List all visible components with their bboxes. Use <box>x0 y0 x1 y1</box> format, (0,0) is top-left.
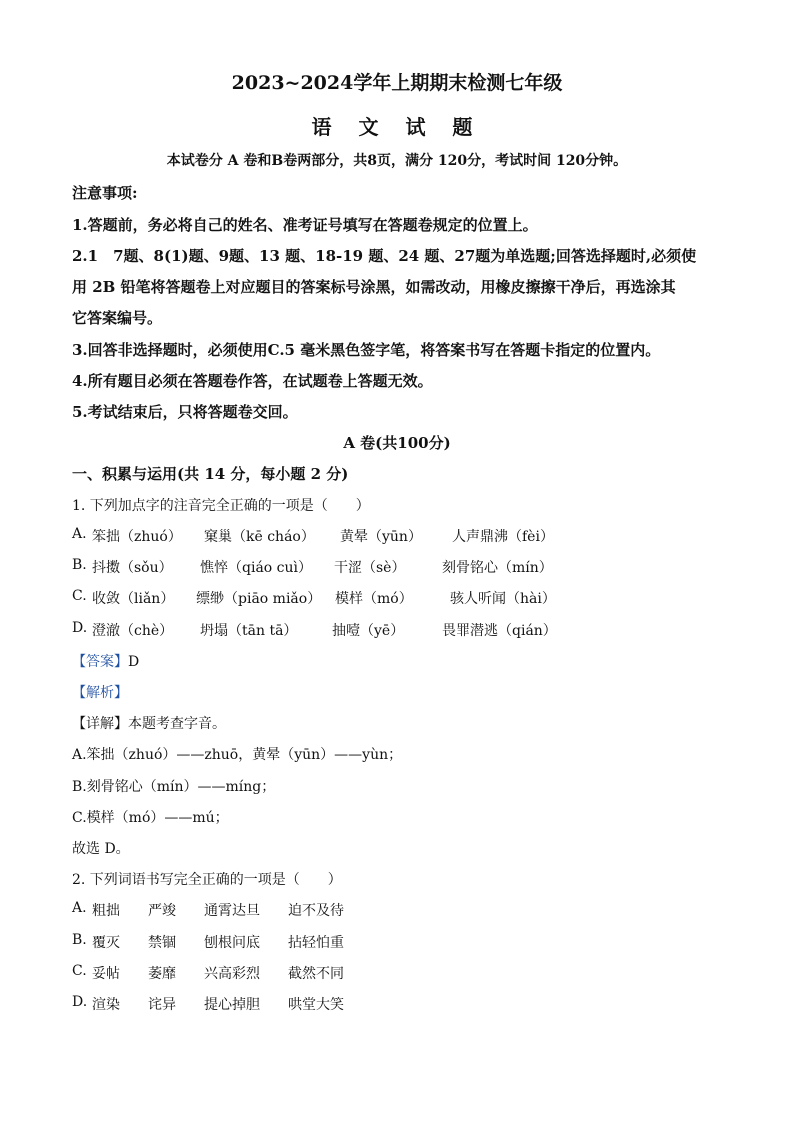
notice-item: 它答案编号。 <box>72 309 163 327</box>
q1-analysis <box>72 682 128 702</box>
option-item: 畏罪潜逃（qián） <box>442 623 557 639</box>
q1-answer <box>72 651 139 671</box>
option-item: 拈轻怕重 <box>288 935 344 951</box>
option-item: 截然不同 <box>288 966 344 982</box>
option-label: C. <box>72 963 87 979</box>
detail-text: 本题考查字音。 <box>128 716 226 732</box>
option-item: 黄晕（yūn） <box>340 529 422 545</box>
option-item: 覆灭 <box>92 935 120 951</box>
option-item: 迫不及待 <box>288 903 344 919</box>
answer-value: D <box>128 654 140 670</box>
q1-stem: 1. 下列加点字的注音完全正确的一项是（ ） <box>72 498 370 514</box>
option-item: 干涩（sè） <box>334 560 406 576</box>
q1-conclusion: 故选 D。 <box>72 841 130 857</box>
option-label: C. <box>72 588 87 604</box>
option-label: B. <box>72 932 87 948</box>
option-item: 禁锢 <box>148 935 176 951</box>
q1-explanation: C.模样（mó）——mú； <box>72 810 229 826</box>
option-item: 萎靡 <box>148 966 176 982</box>
option-label: D. <box>72 994 88 1010</box>
subject-title: 语 文 试 题 <box>311 115 483 139</box>
option-item: 渲染 <box>92 997 120 1013</box>
option-label: D. <box>72 620 88 636</box>
option-item: 模样（mó） <box>335 591 413 607</box>
q2-stem: 2. 下列词语书写完全正确的一项是（ ） <box>72 872 342 888</box>
option-item: 人声鼎沸（fèi） <box>452 529 554 545</box>
option-item: 抽噎（yē） <box>332 623 405 639</box>
exam-intro: 本试卷分 A 卷和B卷两部分，共8页，满分 120分，考试时间 120分钟。 <box>166 153 628 169</box>
option-item: 通霄达旦 <box>204 903 260 919</box>
part1-heading: 一、积累与运用(共 14 分，每小题 2 分) <box>72 465 349 483</box>
option-item: 兴高彩烈 <box>204 966 260 982</box>
option-item: 坍塌（tān tā） <box>200 623 298 639</box>
option-item: 妥帖 <box>92 966 120 982</box>
option-item: 抖擞（sǒu） <box>92 560 173 576</box>
q1-detail <box>72 713 226 733</box>
notice-item: 3.回答非选择题时，必须使用C.5 毫米黑色签字笔，将答案书写在答题卡指定的位置内。 <box>72 341 661 359</box>
option-item: 憔悴（qiáo cuì） <box>200 560 312 576</box>
option-item: 澄澈（chè） <box>92 623 174 639</box>
notice-heading: 注意事项: <box>72 184 138 202</box>
answer-tag: 【答案】 <box>72 654 128 670</box>
option-item: 刻骨铭心（mín） <box>442 560 553 576</box>
q1-explanation: B.刻骨铭心（mín）——míng； <box>72 779 276 795</box>
notice-item: 4.所有题目必须在答题卷作答，在试题卷上答题无效。 <box>72 372 433 390</box>
option-label: B. <box>72 557 87 573</box>
detail-tag: 【详解】 <box>72 716 128 732</box>
option-item: 粗拙 <box>92 903 120 919</box>
notice-item: 用 2B 铅笔将答题卷上对应题目的答案标号涂黑，如需改动，用橡皮擦擦干净后，再选涂其 <box>72 278 676 296</box>
option-item: 刨根问底 <box>204 935 260 951</box>
option-item: 笨拙（zhuó） <box>92 529 182 545</box>
option-item: 收敛（liǎn） <box>92 591 175 607</box>
option-item: 骇人听闻（hài） <box>450 591 556 607</box>
page-title: 2023~2024学年上期期末检测七年级 <box>231 72 563 94</box>
notice-item: 1.答题前，务必将自己的姓名、准考证号填写在答题卷规定的位置上。 <box>72 216 538 234</box>
option-item: 窠巢（kē cháo） <box>204 529 315 545</box>
option-item: 缥缈（piāo miǎo） <box>196 591 322 607</box>
notice-item: 5.考试结束后，只将答题卷交回。 <box>72 403 298 421</box>
option-item: 提心掉胆 <box>204 997 260 1013</box>
notice-item: 2.1 7题、8(1)题、9题、13 题、18-19 题、24 题、27题为单选题;回答选择题时,必须使 <box>72 247 697 265</box>
q1-explanation: A.笨拙（zhuó）——zhuō，黄晕（yūn）——yùn； <box>72 747 403 763</box>
section-a-heading: A 卷(共100分) <box>343 434 451 452</box>
option-label: A. <box>72 900 87 916</box>
option-item: 诧异 <box>148 997 176 1013</box>
option-item: 严竣 <box>148 903 176 919</box>
analysis-tag: 【解析】 <box>72 685 128 701</box>
option-label: A. <box>72 526 87 542</box>
option-item: 哄堂大笑 <box>288 997 344 1013</box>
